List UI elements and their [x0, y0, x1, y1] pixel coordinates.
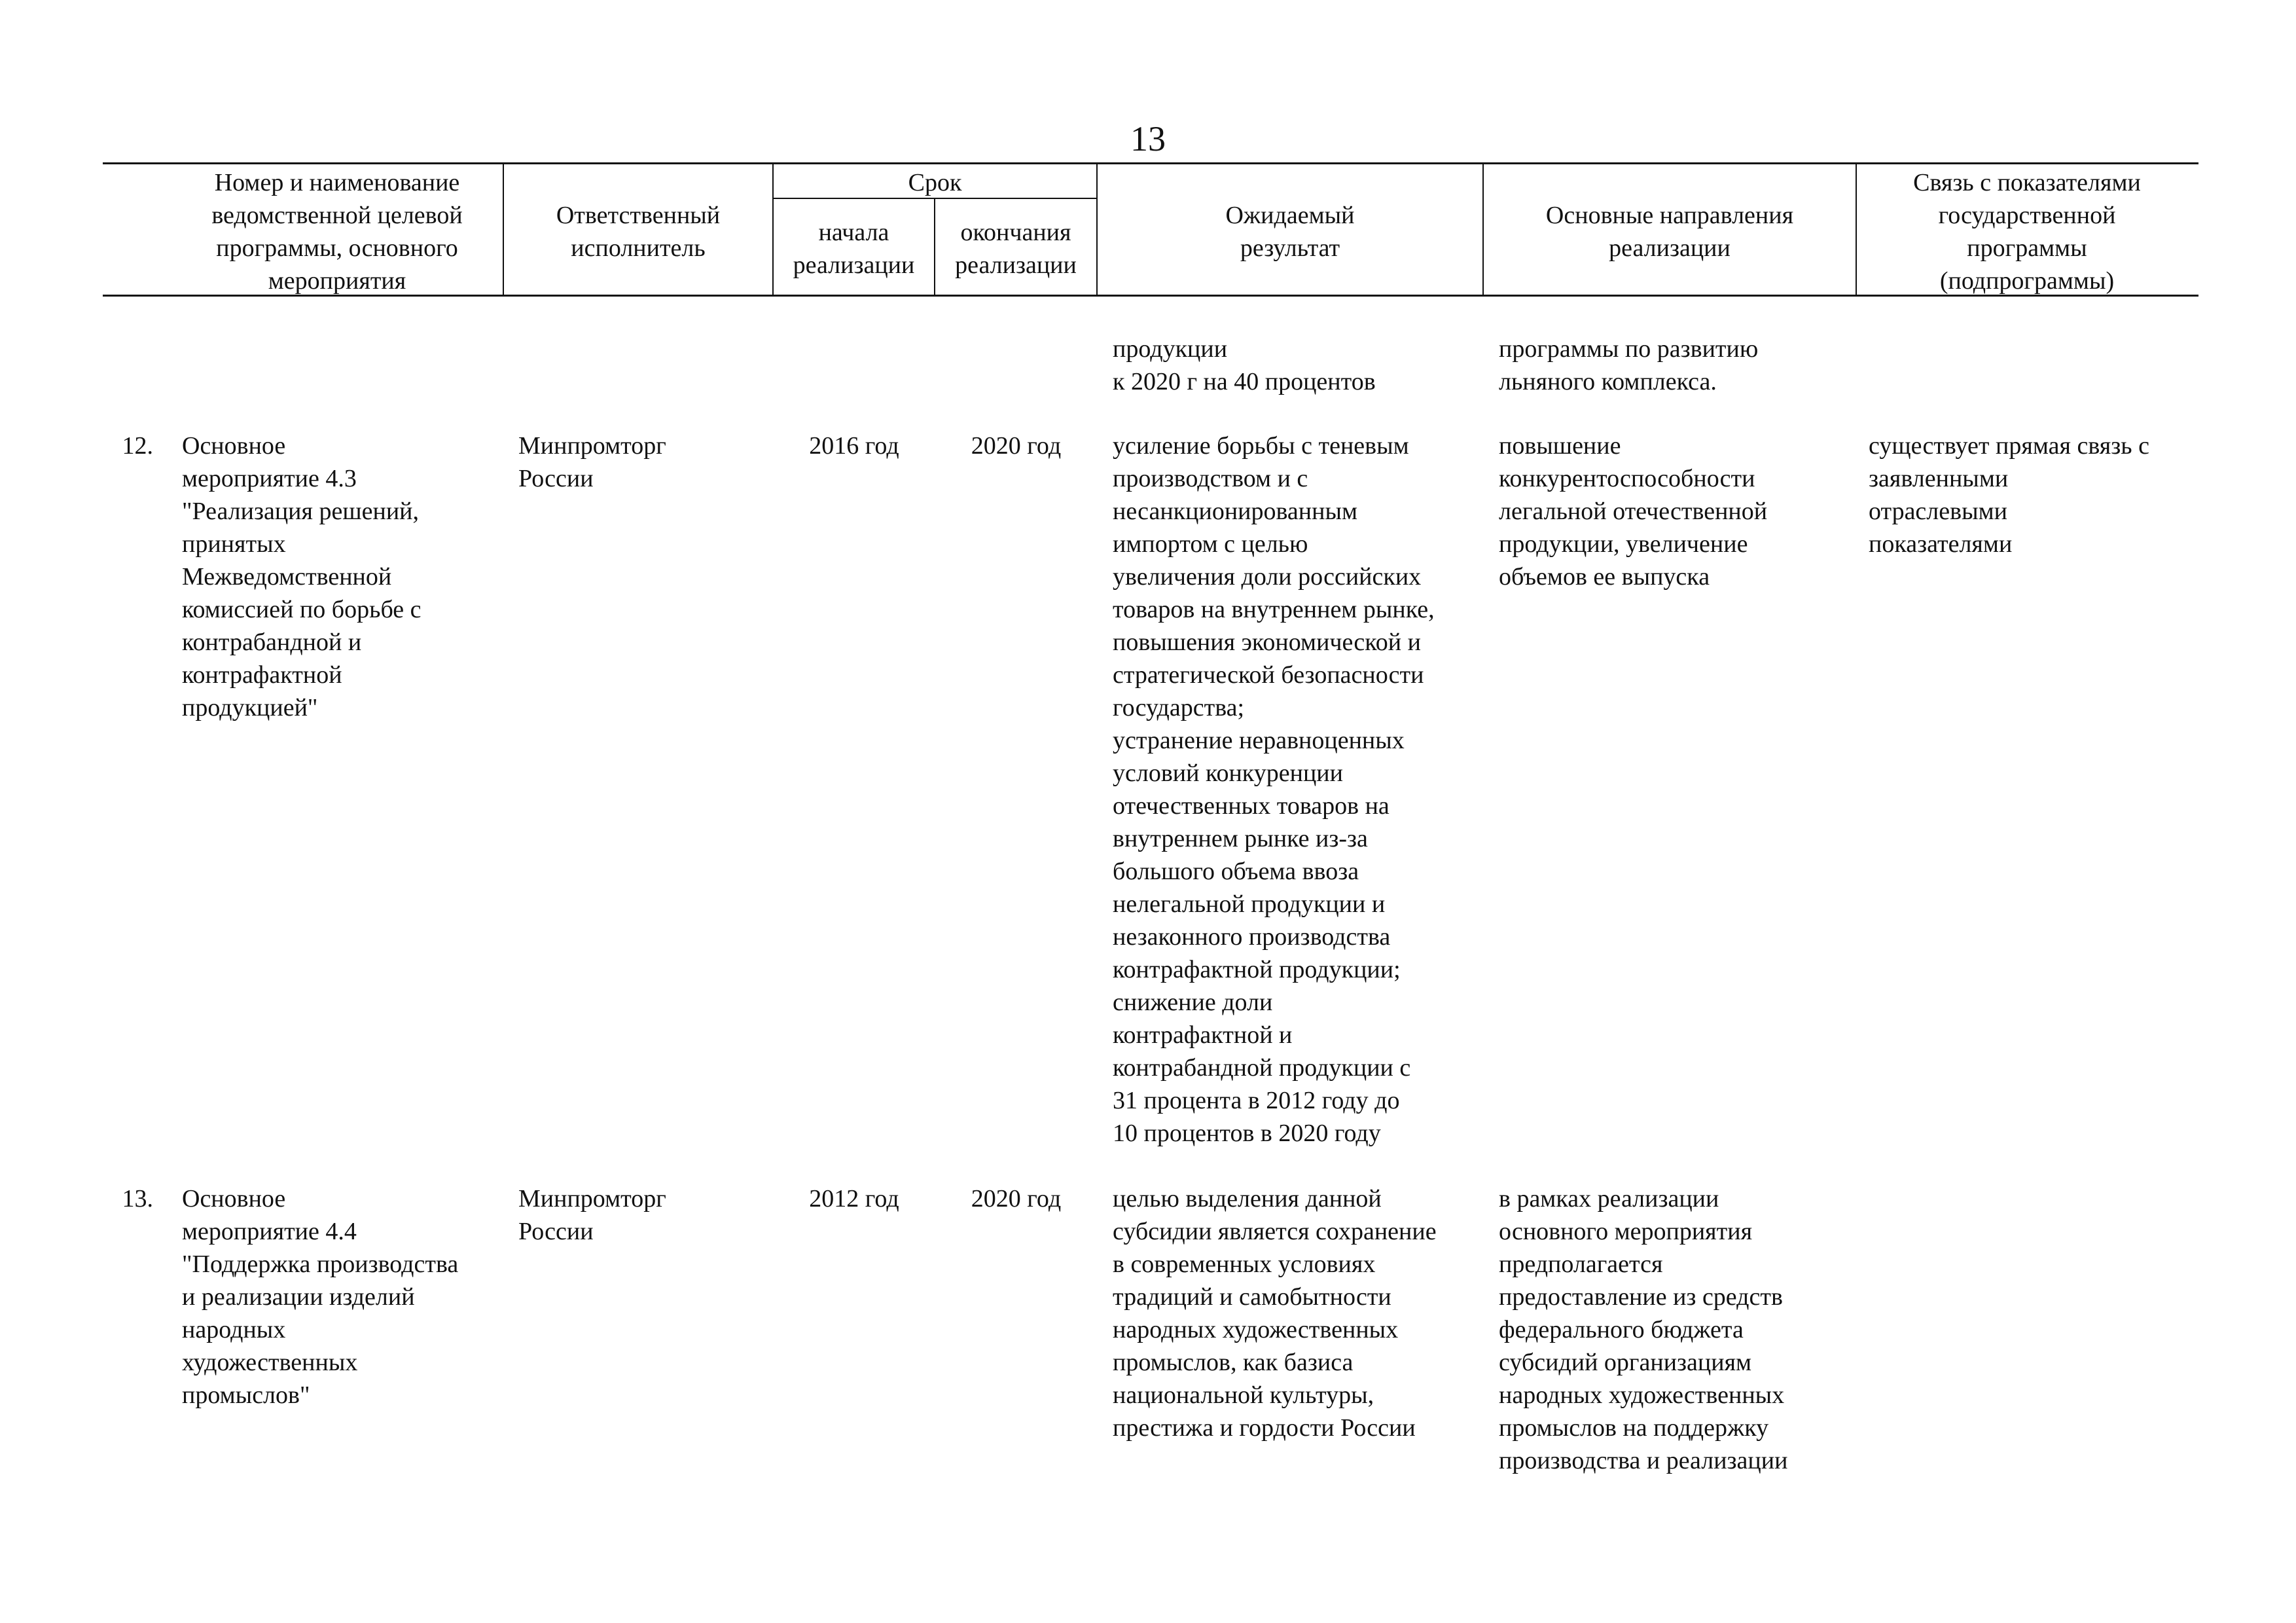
row-number: 13. — [122, 1185, 153, 1213]
header-end: окончания реализации — [955, 219, 1077, 279]
row-link: существует прямая связь с заявленными отраслевыми показателями — [1869, 432, 2149, 558]
carryover-result: продукции к 2020 г на 40 процентов — [1113, 335, 1376, 395]
header-link: Связь с показателями государственной программы (подпрограммы) — [1913, 169, 2141, 295]
row-number: 12. — [122, 432, 153, 460]
header-term: Срок — [908, 169, 962, 196]
header-executor: Ответственный исполнитель — [556, 202, 721, 262]
carryover-directions: программы по развитию льняного комплекса. — [1499, 335, 1759, 395]
header-top-rule — [103, 162, 2198, 164]
header-directions: Основные направления реализации — [1545, 202, 1794, 262]
row-end: 2020 год — [971, 1185, 1062, 1213]
row-name: Основное мероприятие 4.4 "Поддержка производства и реализации изделий народных художественных промыслов" — [182, 1185, 459, 1409]
row-start: 2012 год — [809, 1185, 899, 1213]
page-number: 13 — [1130, 119, 1166, 158]
row-executor: Минпромторг России — [518, 1185, 666, 1245]
header-result: Ожидаемый результат — [1225, 202, 1355, 262]
row-executor: Минпромторг России — [518, 432, 666, 492]
header-start: начала реализации — [793, 219, 915, 279]
row-directions: в рамках реализации основного мероприятия предполагается предоставление из средств федерального бюджета субсидий организациям народных художественных промыслов на поддержку производства и реализации — [1499, 1185, 1788, 1474]
row-start: 2016 год — [809, 432, 899, 460]
row-result: усиление борьбы с теневым производством и с несанкционированным импортом с целью увеличения доли российских товаров на внутреннем рынке, повышения экономической и стратегической безопасности государства; устранение неравноценных условий конкуренции отечественных товаров на внутреннем рынке из-за большого объема ввоза нелегальной продукции и незаконного производства контрафактной продукции; снижение доли контрафактной и контрабандной продукции с 31 процента в 2012 году до 10 процентов в 2020 году — [1113, 432, 1435, 1147]
row-result: целью выделения данной субсидии является сохранение в современных условиях традиций и самобытности народных художественных промыслов, как базиса национальной культуры, престижа и гордости России — [1113, 1185, 1437, 1442]
header-name: Номер и наименование ведомственной целевой программы, основного мероприятия — [211, 169, 463, 295]
row-end: 2020 год — [971, 432, 1062, 460]
row-name: Основное мероприятие 4.3 "Реализация решений, принятых Межведомственной комиссией по борьбе с контрабандной и контрафактной продукцией" — [182, 432, 422, 721]
row-directions: повышение конкурентоспособности легальной отечественной продукции, увеличение объемов ее выпуска — [1499, 432, 1768, 591]
